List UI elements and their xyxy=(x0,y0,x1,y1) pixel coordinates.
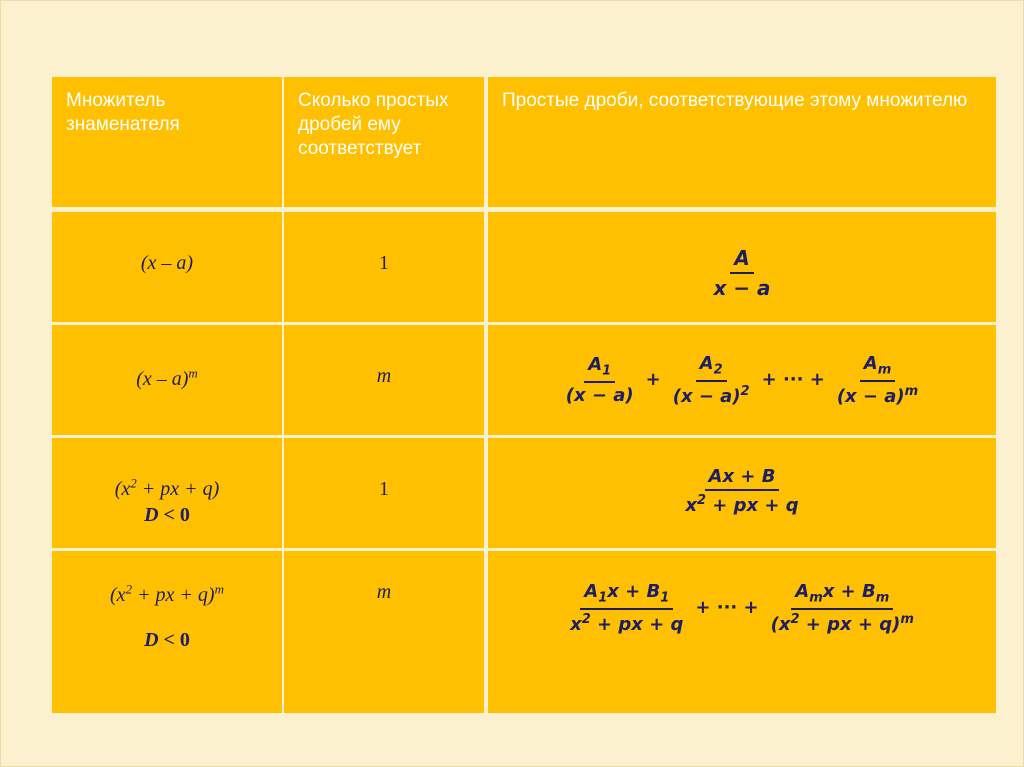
count-text: 1 xyxy=(379,478,389,500)
fraction-formula: $\frac{A}{x - a}$ xyxy=(713,246,771,300)
fraction-formula: $\frac{A_1x + B_1}{x^2 + px + q}$ + ··· + $\frac{A_mx + B_m}{(x^2 + px + q)^m}$ xyxy=(570,581,914,635)
fractions-table xyxy=(50,75,998,715)
table-row-2-fraction xyxy=(488,325,996,435)
header-factor: Множитель знаменателя xyxy=(52,77,282,207)
table-row-4-count xyxy=(284,551,484,713)
table-row-4-fraction xyxy=(488,551,996,713)
fraction-formula: $\frac{Ax + B}{x^2 + px + q}$ xyxy=(685,466,799,516)
discriminant-condition: D < 0 xyxy=(144,629,190,651)
table-row-4-factor xyxy=(52,551,282,713)
table-row-2-count xyxy=(284,325,484,435)
header-count: Сколько простых дробей ему соответствует xyxy=(284,77,484,207)
discriminant-condition: D < 0 xyxy=(144,503,190,526)
table-row-1-fraction xyxy=(488,212,996,322)
table-row-3-count xyxy=(284,438,484,548)
header-fractions: Простые дроби, соответствующие этому множителю xyxy=(488,77,996,207)
table-row-3-fraction xyxy=(488,438,996,548)
table-row-1-count xyxy=(284,212,484,322)
count-text: 1 xyxy=(379,252,389,274)
table-row-3-factor xyxy=(52,438,282,548)
factor-text: (x – a) xyxy=(140,252,194,274)
fraction-formula: $\frac{A_1}{(x - a)}$ + $\frac{A_2}{(x - a)^2}$ + ··· + $\frac{A_m}{(x - a)^m}$ xyxy=(565,353,919,407)
table-row-2-factor xyxy=(52,325,282,435)
count-text: m xyxy=(376,581,392,603)
factor-text: (x – a)$^m$ xyxy=(136,365,198,390)
factor-text: ($x^2$ + px + q) D < 0 xyxy=(52,470,282,528)
table-row-1-factor xyxy=(52,212,282,322)
count-text: m xyxy=(376,365,392,387)
factor-text: ($x^2$ + px + q)$^m$ xyxy=(110,581,224,606)
